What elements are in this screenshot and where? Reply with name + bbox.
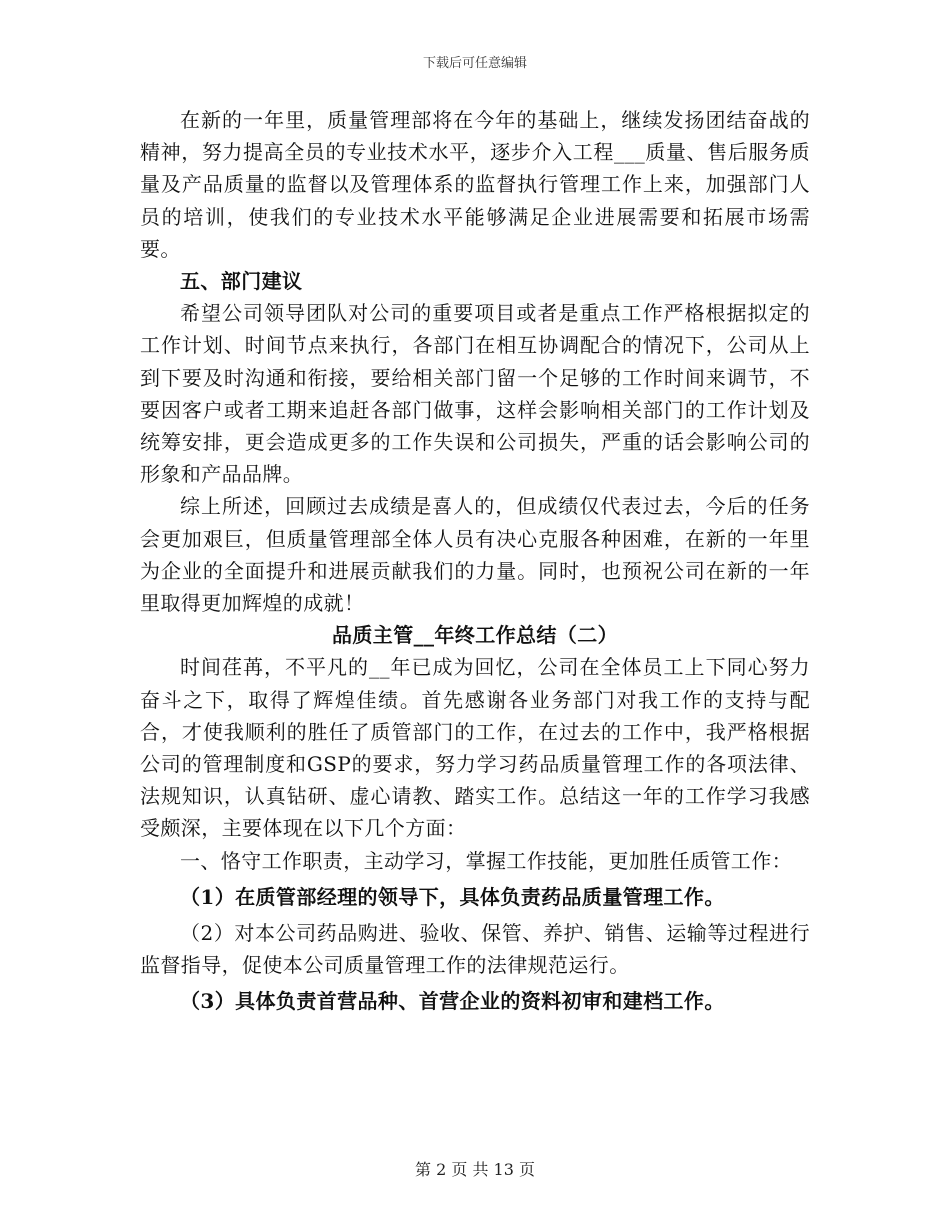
document-body bbox=[140, 104, 810, 1022]
paragraph-summary: 综上所述，回顾过去成绩是喜人的，但成绩仅代表过去，今后的任务会更加艰巨，但质量管理部全体人员有决心克服各种困难，在新的一年里为企业的全面提升和进展贡献我们的力量。同时，也预祝公司在新的一年里取得更加辉煌的成就！ bbox=[140, 494, 810, 616]
page-header: 下载后可任意编辑 bbox=[422, 56, 527, 71]
document-title-part-two: 品质主管__年终工作总结（二） bbox=[332, 623, 618, 648]
page-footer: 第 2 页 共 13 页 bbox=[415, 1160, 535, 1179]
paragraph-intro-part-two: 时间荏苒，不平凡的__年已成为回忆，公司在全体员工上下同心努力奋斗之下，取得了辉煌佳绩。首先感谢各业务部门对我工作的支持与配合，才使我顺利的胜任了质管部门的工作，在过去的工作中，我严格根据公司的管理制度和GSP的要求，努力学习药品质量管理工作的各项法律、法规知识，认真钻研、虚心请教、踏实工作。总结这一年的工作学习我感受颇深，主要体现在以下几个方面： bbox=[140, 655, 810, 841]
list-item-3: （3）具体负责首营品种、首营企业的资料初审和建档工作。 bbox=[180, 989, 725, 1014]
paragraph-section-one: 一、恪守工作职责，主动学习，掌握工作技能，更加胜任质管工作： bbox=[180, 848, 792, 873]
section-heading-department-suggestions: 五、部门建议 bbox=[180, 269, 303, 294]
list-item-2: （2）对本公司药品购进、验收、保管、养护、销售、运输等过程进行监督指导，促使本公司质量管理工作的法律规范运行。 bbox=[140, 921, 810, 978]
list-item-1: （1）在质管部经理的领导下，具体负责药品质量管理工作。 bbox=[180, 884, 725, 909]
paragraph-new-year-plan: 在新的一年里，质量管理部将在今年的基础上，继续发扬团结奋战的精神，努力提高全员的专业技术水平，逐步介入工程___质量、售后服务质量及产品质量的监督以及管理体系的监督执行管理工作上来，加强部门人员的培训，使我们的专业技术水平能够满足企业进展需要和拓展市场需要。 bbox=[140, 108, 810, 261]
paragraph-suggestions: 希望公司领导团队对公司的重要项目或者是重点工作严格根据拟定的工作计划、时间节点来执行，各部门在相互协调配合的情况下，公司从上到下要及时沟通和衔接，要给相关部门留一个足够的工作时间来调节，不要因客户或者工期来追赶各部门做事，这样会影响相关部门的工作计划及统筹安排，更会造成更多的工作失误和公司损失，严重的话会影响公司的形象和产品品牌。 bbox=[140, 301, 810, 487]
